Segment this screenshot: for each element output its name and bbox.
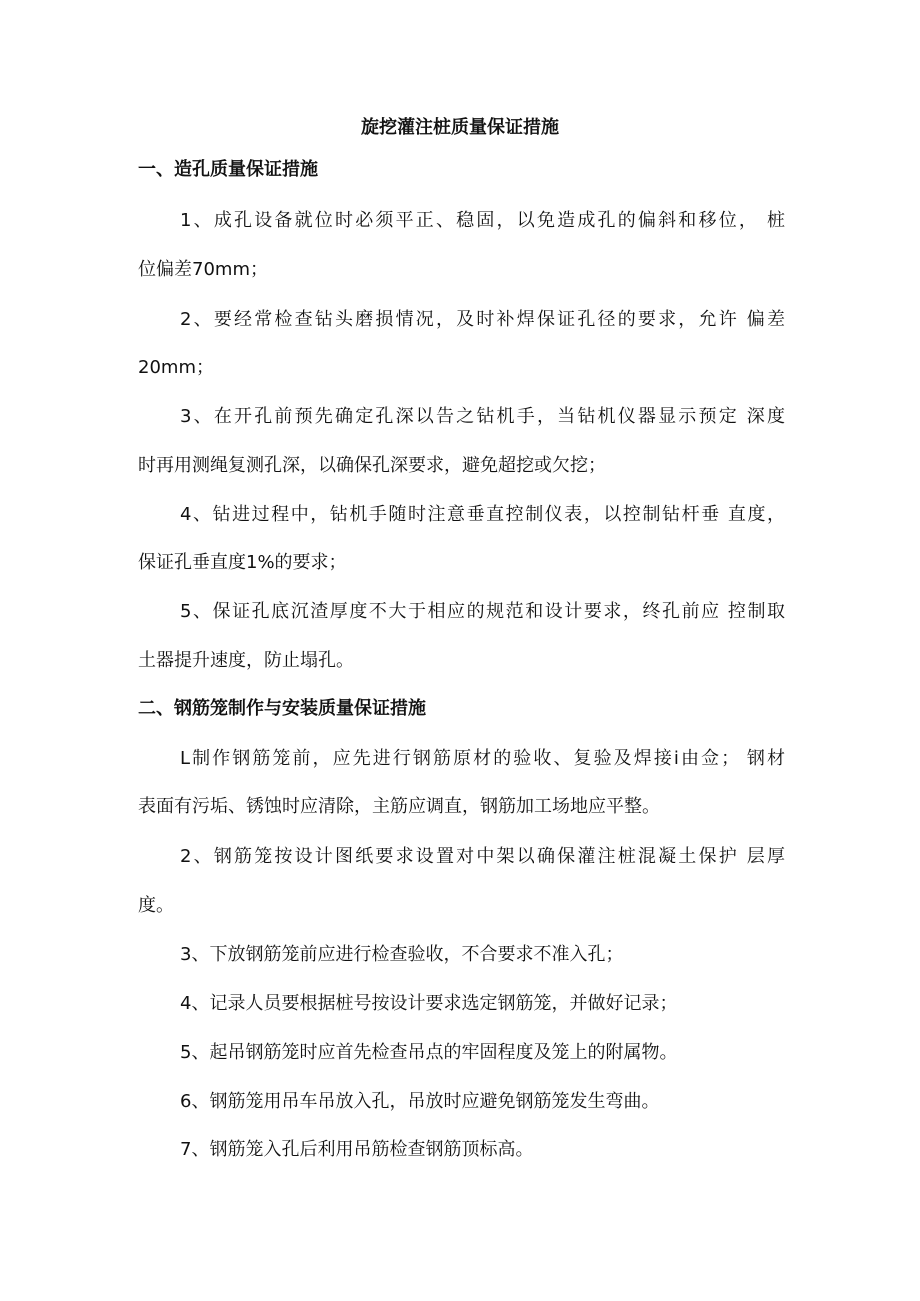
drilling-item-4-line-1: 4、钻进过程中，钻机手随时注意垂直控制仪表，以控制钻杆垂 直度，	[180, 504, 785, 525]
drilling-item-1-line-2: 位偏差70mm；	[138, 259, 268, 280]
drilling-item-1-line-1: 1、成孔设备就位时必须平正、稳固，以免造成孔的偏斜和移位， 桩	[180, 210, 785, 231]
document-title: 旋挖灌注桩质量保证措施	[361, 117, 559, 138]
rebar-item-1-line-2: 表面有污垢、锈蚀时应清除，主筋应调直，钢筋加工场地应平整。	[138, 796, 660, 817]
rebar-item-3: 3、下放钢筋笼前应进行检查验收，不合要求不准入孔；	[180, 944, 624, 965]
drilling-item-3-line-1: 3、在开孔前预先确定孔深以告之钻机手，当钻机仪器显示预定 深度	[180, 406, 785, 427]
rebar-item-2-line-2: 度。	[138, 895, 174, 916]
drilling-item-3-line-2: 时再用测绳复测孔深，以确保孔深要求，避免超挖或欠挖；	[138, 455, 606, 476]
rebar-item-4: 4、记录人员要根据桩号按设计要求选定钢筋笼，并做好记录；	[180, 993, 678, 1014]
drilling-item-2-line-2: 20mm；	[138, 357, 214, 378]
rebar-item-2-line-1: 2、钢筋笼按设计图纸要求设置对中架以确保灌注桩混凝土保护 层厚	[180, 846, 785, 867]
drilling-item-5-line-1: 5、保证孔底沉渣厚度不大于相应的规范和设计要求，终孔前应 控制取	[180, 601, 785, 622]
rebar-item-5: 5、起吊钢筋笼时应首先检查吊点的牢固程度及笼上的附属物。	[180, 1042, 678, 1063]
rebar-item-7: 7、钢筋笼入孔后利用吊筋检查钢筋顶标高。	[180, 1139, 534, 1160]
drilling-item-4-line-2: 保证孔垂直度1%的要求；	[138, 552, 347, 573]
rebar-item-6: 6、钢筋笼用吊车吊放入孔，吊放时应避免钢筋笼发生弯曲。	[180, 1091, 660, 1112]
drilling-item-2-line-1: 2、要经常检查钻头磨损情况，及时补焊保证孔径的要求，允许 偏差	[180, 309, 785, 330]
section-heading-rebar-cage: 二、钢筋笼制作与安装质量保证措施	[138, 698, 426, 719]
rebar-item-1-line-1: L制作钢筋笼前，应先进行钢筋原材的验收、复验及焊接i由佥； 钢材	[180, 748, 785, 769]
drilling-item-5-line-2: 土器提升速度，防止塌孔。	[138, 650, 354, 671]
section-heading-drilling: 一、造孔质量保证措施	[138, 159, 318, 180]
